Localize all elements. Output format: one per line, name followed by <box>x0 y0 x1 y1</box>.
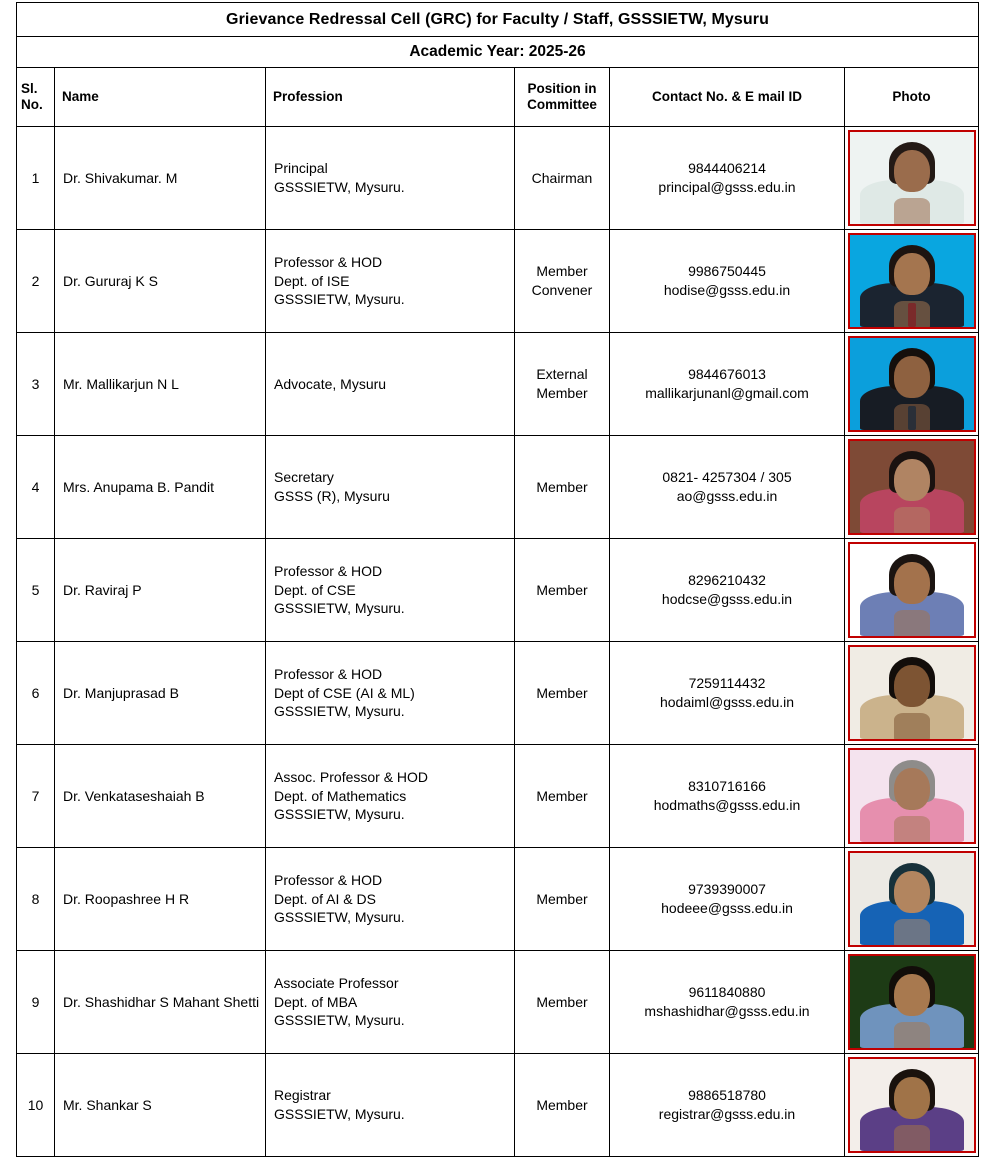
cell-member-name: Dr. Shashidhar S Mahant Shetti <box>55 951 266 1054</box>
cell-position-in-committee <box>515 436 610 539</box>
cell-photo <box>845 848 979 951</box>
photo-anupama-b-pandit <box>848 439 976 535</box>
column-header-name: Name <box>55 68 266 127</box>
cell-sl-no: 9 <box>17 951 55 1054</box>
column-header-contact: Contact No. & E mail ID <box>610 68 845 127</box>
cell-position-in-committee <box>515 333 610 436</box>
sl-no-line-1: Sl. <box>21 81 38 97</box>
profession-line-2: Dept. of ISE <box>274 272 350 289</box>
profession-line-1: Professor & HOD <box>274 871 383 888</box>
table-row <box>17 230 979 333</box>
table-header-row <box>17 68 979 127</box>
profession-line-2: Dept. of Mathematics <box>274 787 407 804</box>
cell-contact <box>610 848 845 951</box>
cell-member-name: Mrs. Anupama B. Pandit <box>55 436 266 539</box>
cell-photo <box>845 642 979 745</box>
title-row <box>17 3 979 37</box>
contact-email: registrar@gsss.edu.in <box>658 1106 796 1122</box>
position-line-1: External <box>536 366 588 383</box>
photo-manjuprasad-b <box>848 645 976 741</box>
cell-position-in-committee <box>515 745 610 848</box>
profession-line-1: Assoc. Professor & HOD <box>274 768 429 785</box>
cell-profession <box>266 642 515 745</box>
cell-profession <box>266 951 515 1054</box>
cell-profession <box>266 436 515 539</box>
contact-email: mallikarjunanl@gmail.com <box>645 385 809 401</box>
contact-phone: 9611840880 <box>688 984 766 1001</box>
photo-mallikarjun-n-l <box>848 336 976 432</box>
profession-line-1: Secretary <box>274 469 334 486</box>
cell-sl-no: 8 <box>17 848 55 951</box>
column-header-photo: Photo <box>845 68 979 127</box>
cell-sl-no: 1 <box>17 127 55 230</box>
contact-email: hodaiml@gsss.edu.in <box>659 694 795 710</box>
photo-shivakumar-m <box>848 130 976 226</box>
position-line-2: Convener <box>531 282 593 298</box>
cell-contact <box>610 333 845 436</box>
position-line-1: Member <box>536 581 588 598</box>
contact-phone: 8296210432 <box>688 572 766 589</box>
position-line-1: Member <box>536 263 588 280</box>
profession-line-3: GSSSIETW, Mysuru. <box>274 909 405 926</box>
contact-phone: 9844406214 <box>688 160 766 177</box>
academic-year-label: Academic Year: 2025-26 <box>17 37 979 68</box>
profession-line-2: Dept. of MBA <box>274 993 358 1010</box>
position-line-1: Member <box>536 684 588 701</box>
position-header-line-2: Committee <box>527 97 597 112</box>
photo-raviraj-p <box>848 542 976 638</box>
contact-phone: 9739390007 <box>688 881 766 898</box>
cell-profession <box>266 539 515 642</box>
position-header-line-1: Position in <box>527 81 597 97</box>
profession-line-3: GSSSIETW, Mysuru. <box>274 806 405 823</box>
cell-photo <box>845 745 979 848</box>
profession-line-1: Principal <box>274 160 328 177</box>
cell-position-in-committee <box>515 642 610 745</box>
photo-gururaj-k-s <box>848 233 976 329</box>
position-line-1: Member <box>536 478 588 495</box>
cell-profession <box>266 127 515 230</box>
cell-position-in-committee <box>515 127 610 230</box>
contact-email: hodcse@gsss.edu.in <box>661 591 793 607</box>
cell-sl-no: 2 <box>17 230 55 333</box>
cell-contact <box>610 230 845 333</box>
cell-position-in-committee <box>515 848 610 951</box>
profession-line-2: Dept of CSE (AI & ML) <box>274 684 415 701</box>
photo-roopashree-h-r <box>848 851 976 947</box>
table-row <box>17 745 979 848</box>
profession-line-3: GSSSIETW, Mysuru. <box>274 600 405 617</box>
cell-position-in-committee <box>515 951 610 1054</box>
contact-phone: 8310716166 <box>688 778 766 795</box>
position-line-2: Member <box>536 385 588 401</box>
cell-contact <box>610 539 845 642</box>
position-line-1: Member <box>536 993 588 1010</box>
cell-profession <box>266 333 515 436</box>
photo-shankar-s <box>848 1057 976 1153</box>
profession-line-1: Associate Professor <box>274 974 399 991</box>
contact-phone: 9986750445 <box>688 263 766 280</box>
contact-phone: 9886518780 <box>688 1087 766 1104</box>
cell-photo <box>845 127 979 230</box>
cell-profession <box>266 745 515 848</box>
cell-member-name: Dr. Gururaj K S <box>55 230 266 333</box>
cell-contact <box>610 1054 845 1157</box>
profession-line-1: Registrar <box>274 1087 331 1104</box>
profession-line-3: GSSSIETW, Mysuru. <box>274 703 405 720</box>
cell-member-name: Dr. Manjuprasad B <box>55 642 266 745</box>
column-header-position <box>515 68 610 127</box>
sl-no-line-2: No. <box>21 97 43 112</box>
cell-position-in-committee <box>515 1054 610 1157</box>
position-line-1: Member <box>536 890 588 907</box>
grc-committee-table <box>16 2 979 1157</box>
cell-contact <box>610 436 845 539</box>
position-line-1: Chairman <box>531 169 593 186</box>
photo-venkataseshaiah-b <box>848 748 976 844</box>
position-line-1: Member <box>536 1096 588 1113</box>
cell-position-in-committee <box>515 230 610 333</box>
table-row <box>17 951 979 1054</box>
position-line-1: Member <box>536 787 588 804</box>
contact-email: mshashidhar@gsss.edu.in <box>644 1003 810 1019</box>
cell-member-name: Mr. Shankar S <box>55 1054 266 1157</box>
profession-line-1: Professor & HOD <box>274 253 383 270</box>
profession-line-2: GSSSIETW, Mysuru. <box>274 1106 405 1122</box>
cell-photo <box>845 1054 979 1157</box>
cell-sl-no: 7 <box>17 745 55 848</box>
contact-email: hodise@gsss.edu.in <box>663 282 791 298</box>
document-title: Grievance Redressal Cell (GRC) for Faculty / Staff, GSSSIETW, Mysuru <box>17 3 979 37</box>
profession-line-3: GSSSIETW, Mysuru. <box>274 1012 405 1029</box>
profession-line-2: Dept. of CSE <box>274 581 356 598</box>
contact-email: principal@gsss.edu.in <box>658 179 796 195</box>
cell-member-name: Dr. Shivakumar. M <box>55 127 266 230</box>
cell-member-name: Dr. Roopashree H R <box>55 848 266 951</box>
table-row <box>17 127 979 230</box>
contact-email: hodmaths@gsss.edu.in <box>653 797 801 813</box>
cell-member-name: Dr. Venkataseshaiah B <box>55 745 266 848</box>
contact-email: hodeee@gsss.edu.in <box>661 900 793 916</box>
profession-line-2: GSSSIETW, Mysuru. <box>274 179 405 195</box>
cell-contact <box>610 745 845 848</box>
photo-shashidhar-s-mahant-shetti <box>848 954 976 1050</box>
contact-phone: 9844676013 <box>688 366 766 383</box>
cell-profession <box>266 230 515 333</box>
cell-contact <box>610 951 845 1054</box>
cell-member-name: Dr. Raviraj P <box>55 539 266 642</box>
cell-member-name: Mr. Mallikarjun N L <box>55 333 266 436</box>
column-header-sl-no <box>17 68 55 127</box>
cell-position-in-committee <box>515 539 610 642</box>
cell-contact <box>610 642 845 745</box>
cell-sl-no: 3 <box>17 333 55 436</box>
cell-photo <box>845 951 979 1054</box>
academic-year-row <box>17 37 979 68</box>
table-row <box>17 848 979 951</box>
cell-profession <box>266 1054 515 1157</box>
table-row <box>17 436 979 539</box>
table-row <box>17 539 979 642</box>
cell-photo <box>845 436 979 539</box>
cell-profession <box>266 848 515 951</box>
contact-email: ao@gsss.edu.in <box>676 488 778 504</box>
profession-line-2: Dept. of AI & DS <box>274 890 376 907</box>
contact-phone: 7259114432 <box>688 675 766 692</box>
table-row <box>17 333 979 436</box>
cell-photo <box>845 333 979 436</box>
profession-line-1: Professor & HOD <box>274 665 383 682</box>
profession-line-1: Advocate, Mysuru <box>274 375 387 392</box>
cell-sl-no: 5 <box>17 539 55 642</box>
contact-phone: 0821- 4257304 / 305 <box>662 469 792 486</box>
cell-contact <box>610 127 845 230</box>
table-row <box>17 642 979 745</box>
profession-line-1: Professor & HOD <box>274 562 383 579</box>
profession-line-2: GSSS (R), Mysuru <box>274 488 390 504</box>
column-header-profession: Profession <box>266 68 515 127</box>
cell-sl-no: 4 <box>17 436 55 539</box>
cell-sl-no: 6 <box>17 642 55 745</box>
table-row <box>17 1054 979 1157</box>
cell-photo <box>845 539 979 642</box>
cell-photo <box>845 230 979 333</box>
cell-sl-no: 10 <box>17 1054 55 1157</box>
profession-line-3: GSSSIETW, Mysuru. <box>274 291 405 308</box>
